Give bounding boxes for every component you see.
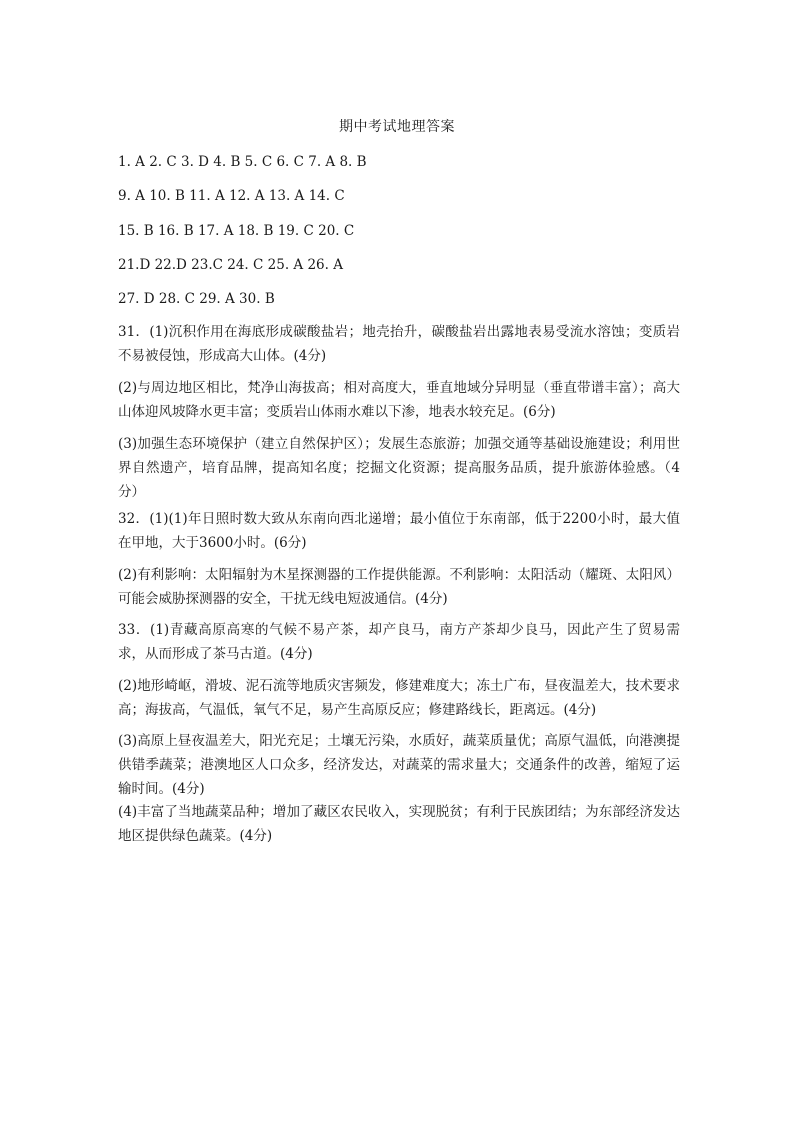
answer-32-part-2: (2)有利影响：太阳辐射为木星探测器的工作提供能源。不利影响：太阳活动（耀斑、太阳风）可能会威胁探测器的安全，干扰无线电短波通信。(4分): [118, 567, 680, 607]
answer-33-part-4: (4)丰富了当地蔬菜品种；增加了藏区农民收入，实现脱贫；有利于民族团结；为东部经济发达地区提供绿色蔬菜。(4分): [118, 804, 680, 844]
answer-31-part-1: 31．(1)沉积作用在海底形成碳酸盐岩；地壳抬升，碳酸盐岩出露地表易受流水溶蚀；变质岩不易被侵蚀，形成高大山体。(4分): [118, 324, 680, 364]
answer-31-part-2: (2)与周边地区相比，梵净山海拔高；相对高度大，垂直地域分异明显（垂直带谱丰富）；高大山体迎风坡降水更丰富；变质岩山体雨水难以下渗，地表水较充足。(6分): [118, 380, 680, 420]
choice-answers-line-1: 1. A 2. C 3. D 4. B 5. C 6. C 7. A 8. B: [118, 154, 367, 170]
answer-31-part-3: (3)加强生态环境保护（建立自然保护区）；发展生态旅游；加强交通等基础设施建设；利用世界自然遗产，培育品牌，提高知名度；挖掘文化资源；提高服务品质，提升旅游体验感。（4分）: [118, 436, 680, 500]
answer-33-part-3: (3)高原上昼夜温差大，阳光充足；土壤无污染，水质好，蔬菜质量优；高原气温低，向港澳提供错季蔬菜；港澳地区人口众多，经济发达，对蔬菜的需求量大；交通条件的改善，缩短了运输时间。(4分): [118, 733, 680, 797]
choice-answers-line-4: 21.D 22.D 23.C 24. C 25. A 26. A: [118, 257, 343, 273]
answer-32-part-1: 32．(1)(1)年日照时数大致从东南向西北递增；最小值位于东南部，低于2200小时，最大值在甲地，大于3600小时。(6分): [118, 511, 680, 551]
choice-answers-line-5: 27. D 28. C 29. A 30. B: [118, 291, 275, 307]
choice-answers-line-3: 15. B 16. B 17. A 18. B 19. C 20. C: [118, 223, 355, 239]
answer-33-part-1: 33．(1)青藏高原高寒的气候不易产茶，却产良马，南方产茶却少良马，因此产生了贸易需求，从而形成了茶马古道。(4分): [118, 622, 680, 662]
choice-answers-line-2: 9. A 10. B 11. A 12. A 13. A 14. C: [118, 188, 345, 204]
page-title: 期中考试地理答案: [339, 119, 455, 135]
answer-33-part-2: (2)地形崎岖，滑坡、泥石流等地质灾害频发，修建难度大；冻土广布，昼夜温差大，技术要求高；海拔高，气温低，氧气不足，易产生高原反应；修建路线长，距离远。(4分): [118, 678, 680, 718]
